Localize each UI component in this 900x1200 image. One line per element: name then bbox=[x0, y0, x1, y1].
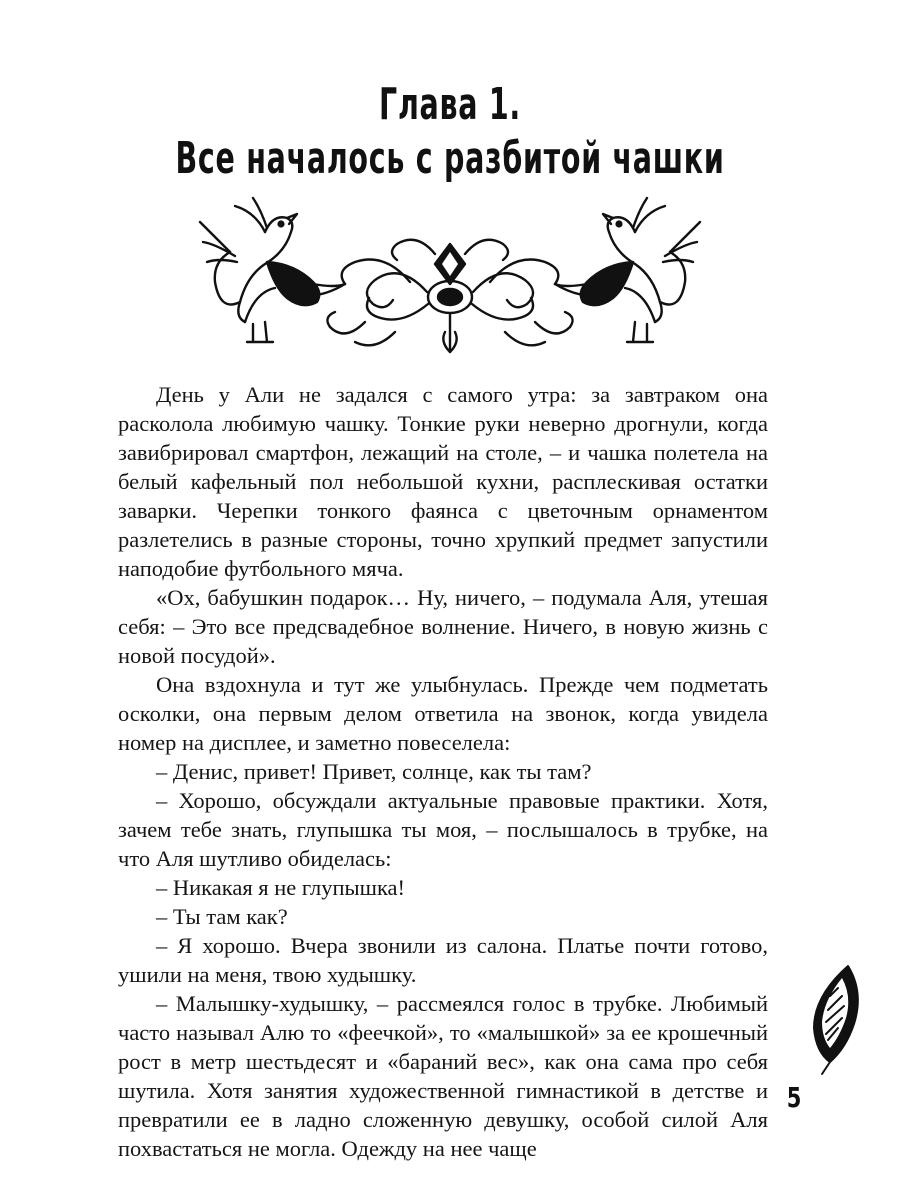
paragraph: – Малышку-худышку, – рассмеялся голос в трубке. Любимый часто называл Алю то «феечкой», то «малышкой» за ее крошечный рост в метр шестьдесят и «бараний вес», как она сама про себя шутила. Хотя занятия художественной гимнастикой в детстве и превратили ее в ладно сложенную девушку, особой силой Аля похвастаться не могла. Одежду на нее чаще bbox=[118, 991, 768, 1161]
chapter-body bbox=[118, 380, 768, 1163]
paragraph: Она вздохнула и тут же улыбнулась. Прежде чем подметать осколки, она первым делом ответила на звонок, когда увидела номер на дисплее, и заметно повеселела: bbox=[118, 672, 768, 755]
paragraph: День у Али не задался с самого утра: за завтраком она раскололa любимую чашку. Тонкие руки неверно дрогнули, когда завибрировал смартфон, лежащий на столе, – и чашка полетела на белый кафельный пол небольшой кухни, расплескивая остатки заварки. Черепки тонкого фаянса с цветочным орнаментом разлетелись в разные стороны, точно хрупкий предмет запустили наподобие футбольного мяча. bbox=[118, 382, 768, 581]
chapter-title: Все началось с разбитой чашки bbox=[175, 133, 725, 184]
chapter-number: Глава 1. bbox=[379, 79, 521, 130]
chapter-header bbox=[0, 78, 900, 186]
paragraph: – Ты там как? bbox=[156, 904, 288, 929]
paragraph: – Никакая я не глупышка! bbox=[156, 875, 406, 900]
feather-icon bbox=[808, 962, 864, 1076]
paragraph: – Хорошо, обсуждали актуальные правовые практики. Хотя, зачем тебе знать, глупышка ты моя, – послышалось в трубке, на что Аля шутливо обиделась: bbox=[118, 788, 768, 871]
ornament-birds-scroll-icon bbox=[195, 192, 705, 362]
page-number: 5 bbox=[786, 1081, 802, 1114]
paragraph: «Ох, бабушкин подарок… Ну, ничего, – подумала Аля, утешая себя: – Это все предсвадебное волнение. Ничего, в новую жизнь с новой посудой». bbox=[118, 585, 768, 668]
paragraph: – Я хорошо. Вчера звонили из салона. Платье почти готово, ушили на меня, твою худышку. bbox=[118, 933, 768, 987]
paragraph: – Денис, привет! Привет, солнце, как ты там? bbox=[156, 759, 592, 784]
